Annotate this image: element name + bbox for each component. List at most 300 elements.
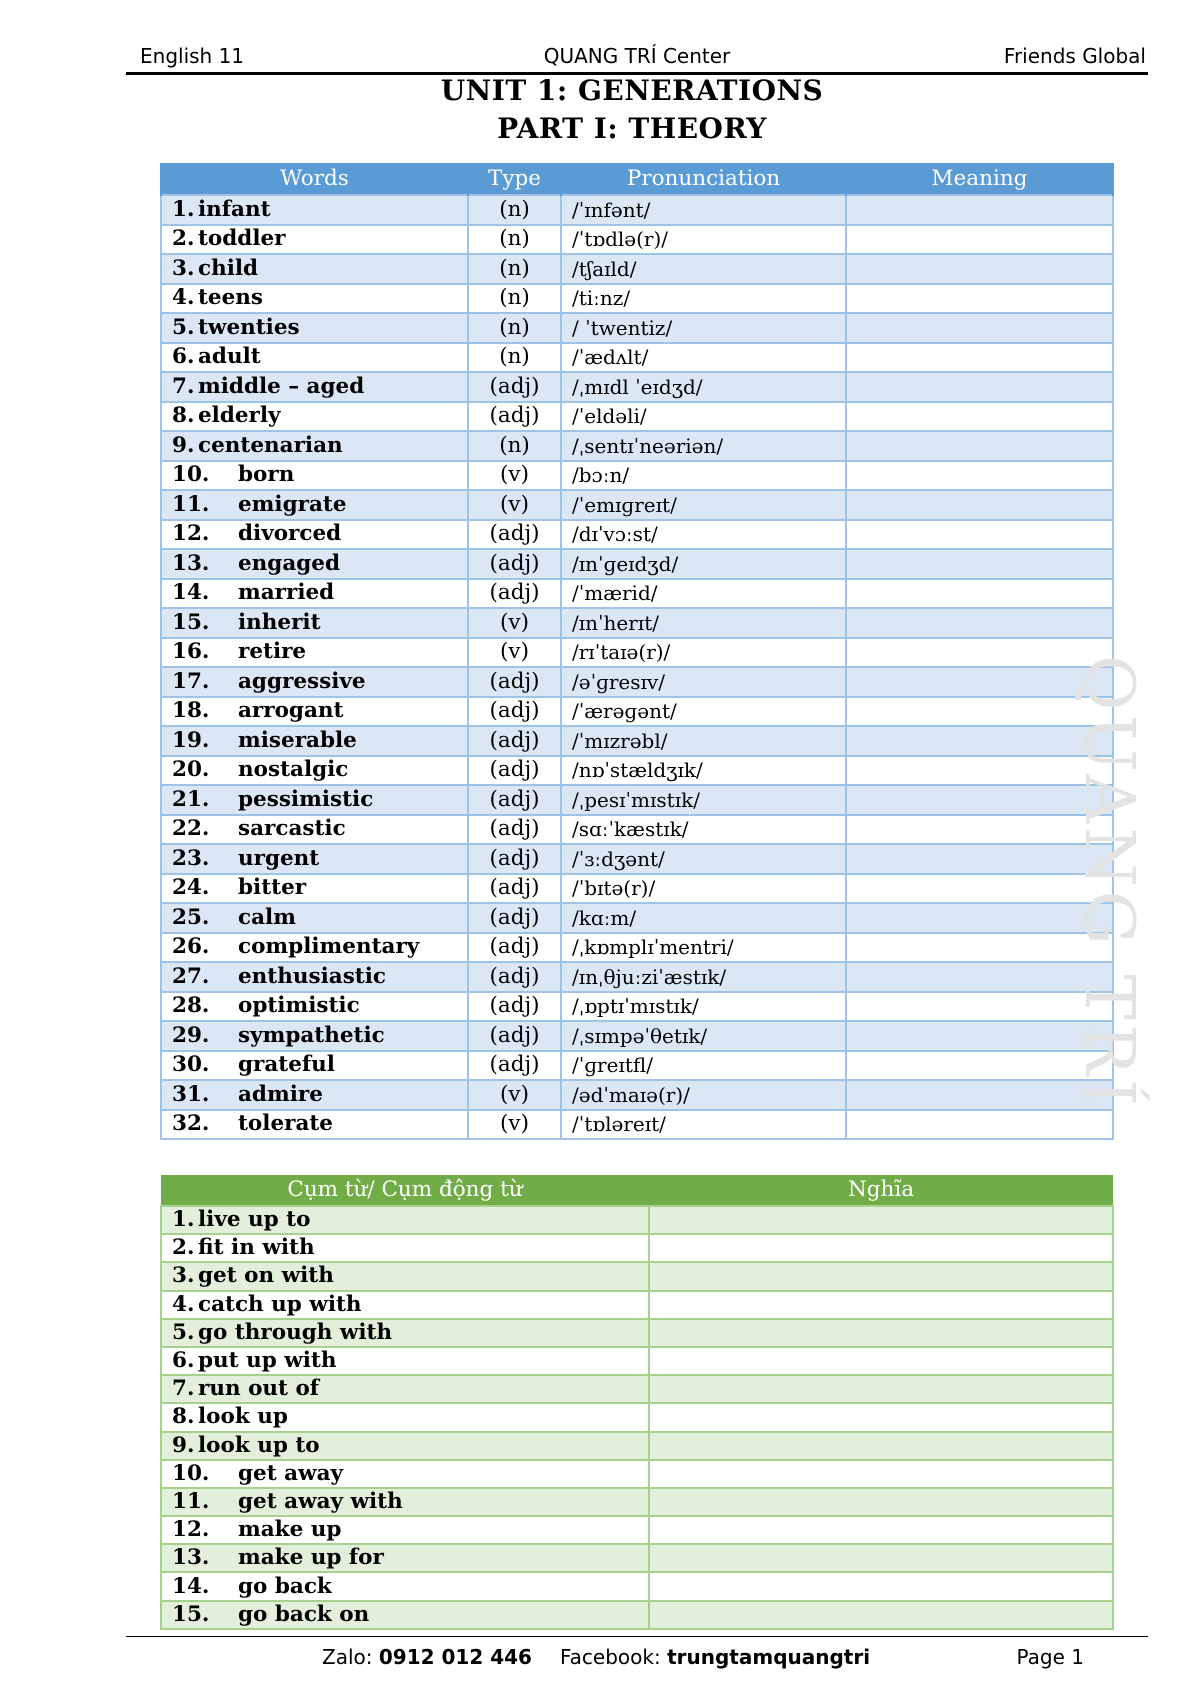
- phrase-text: get away: [238, 1460, 343, 1486]
- vocabulary-table: [160, 163, 1114, 1140]
- word-text: pessimistic: [238, 786, 374, 812]
- type-cell: (n): [468, 343, 561, 373]
- pronunciation-cell: /ɪnˌθjuːziˈæstɪk/: [561, 962, 846, 992]
- type-cell: (n): [468, 284, 561, 314]
- row-number: 7.: [172, 1376, 195, 1402]
- type-cell: (adj): [468, 372, 561, 402]
- word-cell: [161, 549, 468, 579]
- phrases-table: [160, 1175, 1114, 1630]
- vocabulary-rows: [161, 195, 1113, 1139]
- word-text: bitter: [238, 875, 307, 901]
- row-number: 4.: [172, 1291, 195, 1317]
- row-number: 30.: [172, 1052, 210, 1078]
- word-text: middle – aged: [198, 373, 365, 399]
- pronunciation-cell: /ˈærəɡənt/: [561, 697, 846, 727]
- meaning-cell: [846, 490, 1113, 520]
- row-number: 28.: [172, 993, 210, 1019]
- type-cell: (adj): [468, 815, 561, 845]
- phrase-cell: [161, 1403, 649, 1431]
- meaning-cell: [846, 579, 1113, 609]
- row-number: 10.: [172, 1460, 210, 1486]
- table-row: [161, 638, 1113, 668]
- nghia-cell: [649, 1572, 1113, 1600]
- word-cell: [161, 343, 468, 373]
- row-number: 26.: [172, 934, 210, 960]
- word-text: adult: [198, 344, 261, 370]
- word-cell: [161, 490, 468, 520]
- phrase-cell: [161, 1460, 649, 1488]
- pronunciation-cell: /ˌsentɪˈneəriən/: [561, 431, 846, 461]
- pronunciation-cell: /ɪnˈherɪt/: [561, 608, 846, 638]
- row-number: 15.: [172, 1601, 210, 1627]
- meaning-cell: [846, 1110, 1113, 1140]
- phrase-cell: [161, 1572, 649, 1600]
- phrases-header-row: [161, 1175, 1113, 1206]
- phrase-cell: [161, 1601, 649, 1629]
- word-cell: [161, 579, 468, 609]
- table-row: [161, 579, 1113, 609]
- nghia-cell: [649, 1601, 1113, 1629]
- word-cell: [161, 933, 468, 963]
- phrase-cell: [161, 1347, 649, 1375]
- nghia-cell: [649, 1516, 1113, 1544]
- row-number: 9.: [172, 432, 195, 458]
- word-text: sympathetic: [238, 1022, 385, 1048]
- row-number: 2.: [172, 226, 195, 252]
- pronunciation-cell: /rɪˈtaɪə(r)/: [561, 638, 846, 668]
- meaning-cell: [846, 343, 1113, 373]
- column-header-phrase: Cụm từ/ Cụm động từ: [161, 1175, 649, 1206]
- row-number: 5.: [172, 314, 195, 340]
- table-row: [161, 520, 1113, 550]
- watermark: QUANG TRÍ: [1069, 655, 1148, 1110]
- meaning-cell: [846, 608, 1113, 638]
- pronunciation-cell: /nɒˈstældʒɪk/: [561, 756, 846, 786]
- pronunciation-cell: /ˌkɒmplɪˈmentri/: [561, 933, 846, 963]
- table-row: [161, 372, 1113, 402]
- nghia-cell: [649, 1206, 1113, 1234]
- pronunciation-cell: /dɪˈvɔːst/: [561, 520, 846, 550]
- word-cell: [161, 608, 468, 638]
- type-cell: (v): [468, 638, 561, 668]
- type-cell: (adj): [468, 1021, 561, 1051]
- table-row: [161, 1110, 1113, 1140]
- row-number: 13.: [172, 1545, 210, 1571]
- meaning-cell: [846, 225, 1113, 255]
- phrase-cell: [161, 1206, 649, 1234]
- table-row: [161, 549, 1113, 579]
- phrase-cell: [161, 1234, 649, 1262]
- phrase-cell: [161, 1488, 649, 1516]
- table-row: [161, 1572, 1113, 1600]
- word-text: infant: [198, 196, 271, 222]
- header-center: QUANG TRÍ Center: [543, 44, 731, 68]
- table-row: [161, 697, 1113, 727]
- phrase-text: look up to: [198, 1432, 320, 1458]
- row-number: 6.: [172, 344, 195, 370]
- word-text: complimentary: [238, 934, 420, 960]
- phrase-cell: [161, 1319, 649, 1347]
- table-row: [161, 431, 1113, 461]
- table-row: [161, 1375, 1113, 1403]
- word-text: toddler: [198, 226, 286, 252]
- row-number: 11.: [172, 491, 210, 517]
- word-cell: [161, 874, 468, 904]
- phrase-text: get away with: [238, 1488, 403, 1514]
- table-row: [161, 402, 1113, 432]
- type-cell: (n): [468, 313, 561, 343]
- table-row: [161, 225, 1113, 255]
- meaning-cell: [846, 402, 1113, 432]
- phrase-cell: [161, 1291, 649, 1319]
- table-row: [161, 343, 1113, 373]
- row-number: 27.: [172, 963, 210, 989]
- phrase-cell: [161, 1432, 649, 1460]
- header-right: Friends Global: [1003, 44, 1146, 68]
- word-text: sarcastic: [238, 816, 346, 842]
- row-number: 12.: [172, 1517, 210, 1543]
- pronunciation-cell: /ˌsɪmpəˈθetɪk/: [561, 1021, 846, 1051]
- phrase-text: live up to: [198, 1207, 311, 1233]
- meaning-cell: [846, 254, 1113, 284]
- nghia-cell: [649, 1544, 1113, 1572]
- pronunciation-cell: /ˈɜːdʒənt/: [561, 844, 846, 874]
- word-cell: [161, 520, 468, 550]
- table-row: [161, 992, 1113, 1022]
- word-cell: [161, 284, 468, 314]
- word-text: miserable: [238, 727, 357, 753]
- word-cell: [161, 402, 468, 432]
- table-row: [161, 1403, 1113, 1431]
- word-text: grateful: [238, 1052, 335, 1078]
- table-row: [161, 1544, 1113, 1572]
- row-number: 13.: [172, 550, 210, 576]
- row-number: 31.: [172, 1081, 210, 1107]
- pronunciation-cell: /ˈɡreɪtfl/: [561, 1051, 846, 1081]
- row-number: 16.: [172, 639, 210, 665]
- row-number: 11.: [172, 1488, 210, 1514]
- meaning-cell: [846, 313, 1113, 343]
- row-number: 14.: [172, 580, 210, 606]
- word-cell: [161, 815, 468, 845]
- type-cell: (n): [468, 195, 561, 225]
- pronunciation-cell: /ˈeldəli/: [561, 402, 846, 432]
- type-cell: (adj): [468, 962, 561, 992]
- row-number: 20.: [172, 757, 210, 783]
- facebook-handle: trungtamquangtri: [667, 1645, 871, 1669]
- row-number: 25.: [172, 904, 210, 930]
- word-text: optimistic: [238, 993, 360, 1019]
- pronunciation-cell: /ˌpesɪˈmɪstɪk/: [561, 785, 846, 815]
- unit-title: UNIT 1: GENERATIONS: [440, 74, 824, 107]
- row-number: 1.: [172, 196, 195, 222]
- phrase-text: go through with: [198, 1319, 393, 1345]
- pronunciation-cell: /tʃaɪld/: [561, 254, 846, 284]
- word-cell: [161, 1051, 468, 1081]
- table-row: [161, 1051, 1113, 1081]
- table-row: [161, 284, 1113, 314]
- table-row: [161, 903, 1113, 933]
- page-number: Page 1: [1016, 1645, 1084, 1669]
- table-row: [161, 1319, 1113, 1347]
- column-header-pronunciation: Pronunciation: [561, 163, 846, 195]
- word-cell: [161, 372, 468, 402]
- word-text: elderly: [198, 403, 281, 429]
- type-cell: (adj): [468, 785, 561, 815]
- pronunciation-cell: /tiːnz/: [561, 284, 846, 314]
- pronunciation-cell: /ˈmɪzrəbl/: [561, 726, 846, 756]
- zalo-number: 0912 012 446: [378, 1645, 532, 1669]
- phrase-text: get on with: [198, 1263, 334, 1289]
- nghia-cell: [649, 1488, 1113, 1516]
- meaning-cell: [846, 195, 1113, 225]
- type-cell: (v): [468, 490, 561, 520]
- type-cell: (adj): [468, 667, 561, 697]
- row-number: 12.: [172, 521, 210, 547]
- type-cell: (adj): [468, 992, 561, 1022]
- table-row: [161, 1601, 1113, 1629]
- phrase-text: make up for: [238, 1545, 384, 1571]
- nghia-cell: [649, 1432, 1113, 1460]
- row-number: 19.: [172, 727, 210, 753]
- row-number: 18.: [172, 698, 210, 724]
- part-title: PART I: THEORY: [497, 112, 767, 145]
- nghia-cell: [649, 1460, 1113, 1488]
- row-number: 6.: [172, 1348, 195, 1374]
- pronunciation-cell: /ˈædʌlt/: [561, 343, 846, 373]
- meaning-cell: [846, 372, 1113, 402]
- zalo-label: Zalo:: [322, 1645, 379, 1669]
- row-number: 3.: [172, 1263, 195, 1289]
- row-number: 3.: [172, 255, 195, 281]
- column-header-type: Type: [468, 163, 561, 195]
- table-row: [161, 1234, 1113, 1262]
- word-cell: [161, 254, 468, 284]
- type-cell: (adj): [468, 1051, 561, 1081]
- type-cell: (v): [468, 1110, 561, 1140]
- pronunciation-cell: / ˈtwentiz/: [561, 313, 846, 343]
- table-row: [161, 933, 1113, 963]
- table-row: [161, 608, 1113, 638]
- word-text: nostalgic: [238, 757, 349, 783]
- phrases-rows: [161, 1206, 1113, 1629]
- meaning-cell: [846, 549, 1113, 579]
- pronunciation-cell: /kɑːm/: [561, 903, 846, 933]
- word-cell: [161, 962, 468, 992]
- meaning-cell: [846, 284, 1113, 314]
- pronunciation-cell: /ˈbɪtə(r)/: [561, 874, 846, 904]
- row-number: 29.: [172, 1022, 210, 1048]
- word-cell: [161, 638, 468, 668]
- type-cell: (adj): [468, 933, 561, 963]
- word-text: admire: [238, 1081, 323, 1107]
- nghia-cell: [649, 1375, 1113, 1403]
- word-text: child: [198, 255, 259, 281]
- table-row: [161, 461, 1113, 491]
- phrase-text: go back on: [238, 1601, 370, 1627]
- type-cell: (adj): [468, 874, 561, 904]
- word-text: engaged: [238, 550, 341, 576]
- pronunciation-cell: /ˈɪnfənt/: [561, 195, 846, 225]
- pronunciation-cell: /ədˈmaɪə(r)/: [561, 1080, 846, 1110]
- facebook-label: Facebook:: [560, 1645, 668, 1669]
- word-cell: [161, 785, 468, 815]
- word-cell: [161, 667, 468, 697]
- header-left: English 11: [140, 44, 245, 68]
- table-row: [161, 726, 1113, 756]
- row-number: 9.: [172, 1432, 195, 1458]
- pronunciation-cell: /əˈɡresɪv/: [561, 667, 846, 697]
- word-text: emigrate: [238, 491, 347, 517]
- row-number: 14.: [172, 1573, 210, 1599]
- nghia-cell: [649, 1291, 1113, 1319]
- row-number: 2.: [172, 1235, 195, 1261]
- word-text: married: [238, 580, 335, 606]
- column-header-meaning: Meaning: [846, 163, 1113, 195]
- table-row: [161, 1347, 1113, 1375]
- table-row: [161, 1080, 1113, 1110]
- word-text: urgent: [238, 845, 320, 871]
- footer-zalo: [322, 1645, 532, 1669]
- phrase-cell: [161, 1262, 649, 1290]
- row-number: 22.: [172, 816, 210, 842]
- page-header: [126, 40, 1148, 75]
- type-cell: (adj): [468, 579, 561, 609]
- footer-facebook: [560, 1645, 870, 1669]
- row-number: 10.: [172, 462, 210, 488]
- word-cell: [161, 313, 468, 343]
- meaning-cell: [846, 431, 1113, 461]
- phrase-text: make up: [238, 1517, 342, 1543]
- column-header-words: Words: [161, 163, 468, 195]
- word-text: teens: [198, 285, 264, 311]
- nghia-cell: [649, 1403, 1113, 1431]
- row-number: 32.: [172, 1111, 210, 1137]
- type-cell: (adj): [468, 549, 561, 579]
- table-row: [161, 490, 1113, 520]
- table-row: [161, 874, 1113, 904]
- row-number: 17.: [172, 668, 210, 694]
- type-cell: (v): [468, 608, 561, 638]
- row-number: 24.: [172, 875, 210, 901]
- word-text: divorced: [238, 521, 342, 547]
- nghia-cell: [649, 1234, 1113, 1262]
- phrase-text: catch up with: [198, 1291, 362, 1317]
- type-cell: (adj): [468, 726, 561, 756]
- phrase-cell: [161, 1516, 649, 1544]
- vocabulary-header-row: [161, 163, 1113, 195]
- pronunciation-cell: /sɑːˈkæstɪk/: [561, 815, 846, 845]
- table-row: [161, 1021, 1113, 1051]
- word-text: born: [238, 462, 295, 488]
- table-row: [161, 815, 1113, 845]
- phrase-text: look up: [198, 1404, 288, 1430]
- pronunciation-cell: /bɔːn/: [561, 461, 846, 491]
- table-row: [161, 1206, 1113, 1234]
- row-number: 1.: [172, 1207, 195, 1233]
- table-row: [161, 844, 1113, 874]
- type-cell: (n): [468, 254, 561, 284]
- word-cell: [161, 431, 468, 461]
- word-cell: [161, 195, 468, 225]
- type-cell: (adj): [468, 520, 561, 550]
- type-cell: (n): [468, 431, 561, 461]
- column-header-nghia: Nghĩa: [649, 1175, 1113, 1206]
- word-text: retire: [238, 639, 307, 665]
- row-number: 8.: [172, 403, 195, 429]
- pronunciation-cell: /ˌɒptɪˈmɪstɪk/: [561, 992, 846, 1022]
- type-cell: (adj): [468, 844, 561, 874]
- word-cell: [161, 992, 468, 1022]
- word-text: calm: [238, 904, 296, 930]
- table-row: [161, 254, 1113, 284]
- table-row: [161, 667, 1113, 697]
- page-footer: [126, 1636, 1148, 1677]
- table-row: [161, 756, 1113, 786]
- table-row: [161, 1291, 1113, 1319]
- phrase-text: go back: [238, 1573, 332, 1599]
- meaning-cell: [846, 520, 1113, 550]
- row-number: 23.: [172, 845, 210, 871]
- type-cell: (adj): [468, 402, 561, 432]
- word-cell: [161, 697, 468, 727]
- word-cell: [161, 756, 468, 786]
- word-text: arrogant: [238, 698, 344, 724]
- row-number: 4.: [172, 285, 195, 311]
- pronunciation-cell: /ˌmɪdl ˈeɪdʒd/: [561, 372, 846, 402]
- type-cell: (adj): [468, 903, 561, 933]
- pronunciation-cell: /ɪnˈɡeɪdʒd/: [561, 549, 846, 579]
- nghia-cell: [649, 1347, 1113, 1375]
- pronunciation-cell: /ˈmærid/: [561, 579, 846, 609]
- word-text: twenties: [198, 314, 300, 340]
- table-row: [161, 785, 1113, 815]
- table-row: [161, 1432, 1113, 1460]
- phrase-text: fit in with: [198, 1235, 315, 1261]
- phrase-text: run out of: [198, 1376, 320, 1402]
- word-cell: [161, 726, 468, 756]
- row-number: 8.: [172, 1404, 195, 1430]
- phrase-cell: [161, 1544, 649, 1572]
- word-text: inherit: [238, 609, 321, 635]
- pronunciation-cell: /ˈtɒdlə(r)/: [561, 225, 846, 255]
- type-cell: (adj): [468, 697, 561, 727]
- pronunciation-cell: /ˈemɪɡreɪt/: [561, 490, 846, 520]
- type-cell: (n): [468, 225, 561, 255]
- word-text: aggressive: [238, 668, 366, 694]
- word-cell: [161, 1080, 468, 1110]
- table-row: [161, 1488, 1113, 1516]
- pronunciation-cell: /ˈtɒləreɪt/: [561, 1110, 846, 1140]
- word-text: centenarian: [198, 432, 343, 458]
- nghia-cell: [649, 1319, 1113, 1347]
- table-row: [161, 313, 1113, 343]
- word-cell: [161, 461, 468, 491]
- type-cell: (adj): [468, 756, 561, 786]
- phrase-cell: [161, 1375, 649, 1403]
- word-cell: [161, 225, 468, 255]
- type-cell: (v): [468, 1080, 561, 1110]
- table-row: [161, 195, 1113, 225]
- word-cell: [161, 844, 468, 874]
- word-text: tolerate: [238, 1111, 333, 1137]
- word-text: enthusiastic: [238, 963, 387, 989]
- type-cell: (v): [468, 461, 561, 491]
- word-cell: [161, 1021, 468, 1051]
- nghia-cell: [649, 1262, 1113, 1290]
- table-row: [161, 962, 1113, 992]
- row-number: 21.: [172, 786, 210, 812]
